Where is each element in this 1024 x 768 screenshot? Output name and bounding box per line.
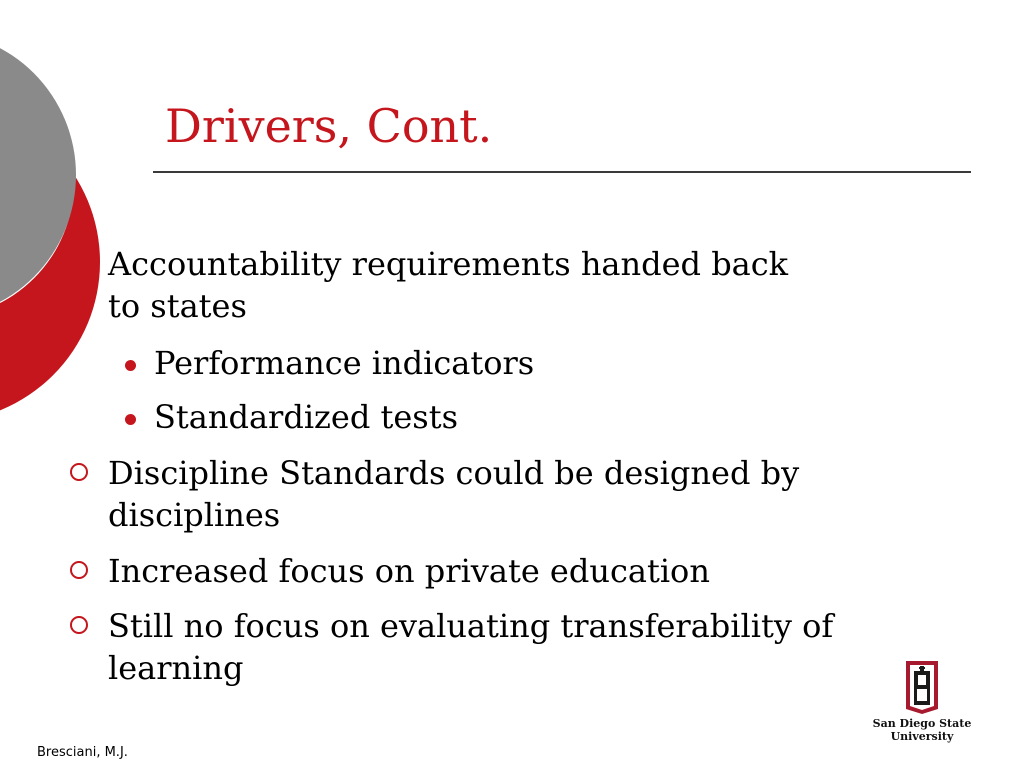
- list-item-line: Discipline Standards could be designed by: [108, 454, 800, 492]
- list-item-line: Increased focus on private education: [108, 552, 710, 590]
- list-item-line: to states: [108, 287, 247, 325]
- list-item-line: Still no focus on evaluating transferability of: [108, 607, 834, 645]
- university-logo: [858, 657, 986, 747]
- hollow-bullet-icon: [70, 616, 88, 634]
- decorative-circles: [0, 0, 160, 420]
- title-divider: [153, 171, 971, 173]
- sub-list-item-text: Standardized tests: [154, 398, 458, 436]
- filled-bullet-icon: [125, 360, 136, 371]
- list-item-line: learning: [108, 649, 244, 687]
- hollow-bullet-icon: [70, 463, 88, 481]
- logo-text-line1: San Diego State: [872, 717, 972, 730]
- list-item: [108, 243, 788, 327]
- filled-bullet-icon: [125, 414, 136, 425]
- logo-text-line2: University: [890, 730, 954, 743]
- hollow-bullet-icon: [70, 561, 88, 579]
- list-item-line: disciplines: [108, 496, 281, 534]
- list-item-line: Accountability requirements handed back: [108, 245, 789, 283]
- footer-author: Bresciani, M.J.: [37, 745, 128, 760]
- slide-title: Drivers, Cont.: [165, 99, 493, 153]
- mission-bell-icon: [858, 657, 986, 715]
- sub-list-item-text: Performance indicators: [154, 344, 535, 382]
